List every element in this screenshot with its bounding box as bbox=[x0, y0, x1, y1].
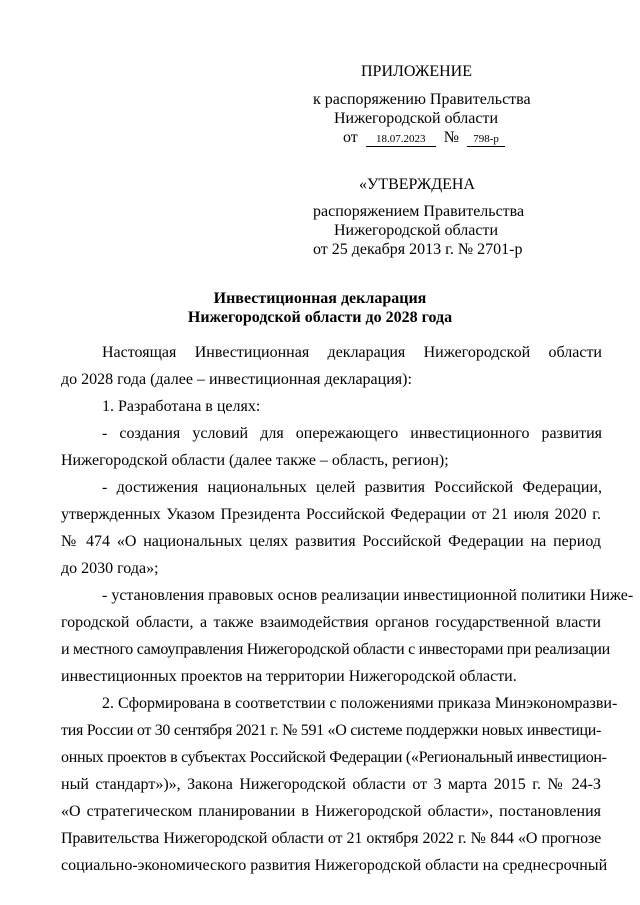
body-line-20: социально-экономического развития Нижегородской области на среднесрочный bbox=[61, 857, 608, 874]
appendix-to-order: к распоряжению Правительства bbox=[313, 91, 531, 108]
from-label: от bbox=[343, 129, 358, 146]
approved-line-3: от 25 декабря 2013 г. № 2701-р bbox=[313, 241, 523, 258]
body-line-12: и местного самоуправления Нижегородской области с инвесторами при реализации bbox=[61, 641, 610, 658]
number-label: № bbox=[443, 129, 460, 146]
body-line-10: - установления правовых основ реализации инвестиционной политики Ниже- bbox=[102, 587, 634, 604]
body-line-4: - создания условий для опережающего инвестиционного развития bbox=[102, 425, 602, 442]
body-line-8: № 474 «О национальных целях развития Российской Федерации на период bbox=[61, 533, 601, 550]
body-line-2: до 2028 года (далее – инвестиционная декларация): bbox=[61, 371, 412, 388]
body-line-13: инвестиционных проектов на территории Нижегородской области. bbox=[61, 668, 517, 685]
body-line-17: ный стандарт»)», Закона Нижегородской области от 3 марта 2015 г. № 24-З bbox=[61, 776, 601, 793]
body-line-5: Нижегородской области (далее также – область, регион); bbox=[61, 452, 449, 469]
approved-line-2: Нижегородской области bbox=[333, 222, 498, 239]
body-line-7: утвержденных Указом Президента Российской Федерации от 21 июля 2020 г. bbox=[61, 506, 601, 523]
approved-line-1: распоряжением Правительства bbox=[313, 203, 525, 220]
appendix-date-number bbox=[343, 128, 505, 147]
approved-title: «УТВЕРЖДЕНА bbox=[359, 176, 476, 193]
body-line-9: до 2030 года»; bbox=[61, 560, 159, 577]
order-number: 798-р bbox=[467, 132, 505, 147]
body-line-19: Правительства Нижегородской области от 21 октября 2022 г. № 844 «О прогнозе bbox=[61, 830, 601, 847]
body-line-3: 1. Разработана в целях: bbox=[102, 398, 261, 415]
body-line-15: тия России от 30 сентября 2021 г. № 591 «О системе поддержки новых инвестици- bbox=[61, 722, 602, 739]
appendix-label: ПРИЛОЖЕНИЕ bbox=[361, 63, 473, 80]
document-title-line-2: Нижегородской области до 2028 года bbox=[187, 309, 453, 326]
body-line-11: городской области, а также взаимодействия органов государственной власти bbox=[61, 614, 601, 631]
body-line-14: 2. Сформирована в соответствии с положениями приказа Минэкономразви- bbox=[102, 695, 618, 712]
order-date: 18.07.2023 bbox=[366, 132, 436, 147]
document-title-line-1: Инвестиционная декларация bbox=[213, 290, 427, 307]
body-line-6: - достижения национальных целей развития Российской Федерации, bbox=[102, 479, 602, 496]
appendix-region: Нижегородской области bbox=[333, 110, 498, 127]
body-line-18: «О стратегическом планировании в Нижегородской области», постановления bbox=[61, 803, 601, 820]
body-line-1: Настоящая Инвестиционная декларация Нижегородской области bbox=[102, 344, 602, 361]
body-line-16: онных проектов в субъектах Российской Федерации («Региональный инвестицион- bbox=[61, 749, 607, 766]
